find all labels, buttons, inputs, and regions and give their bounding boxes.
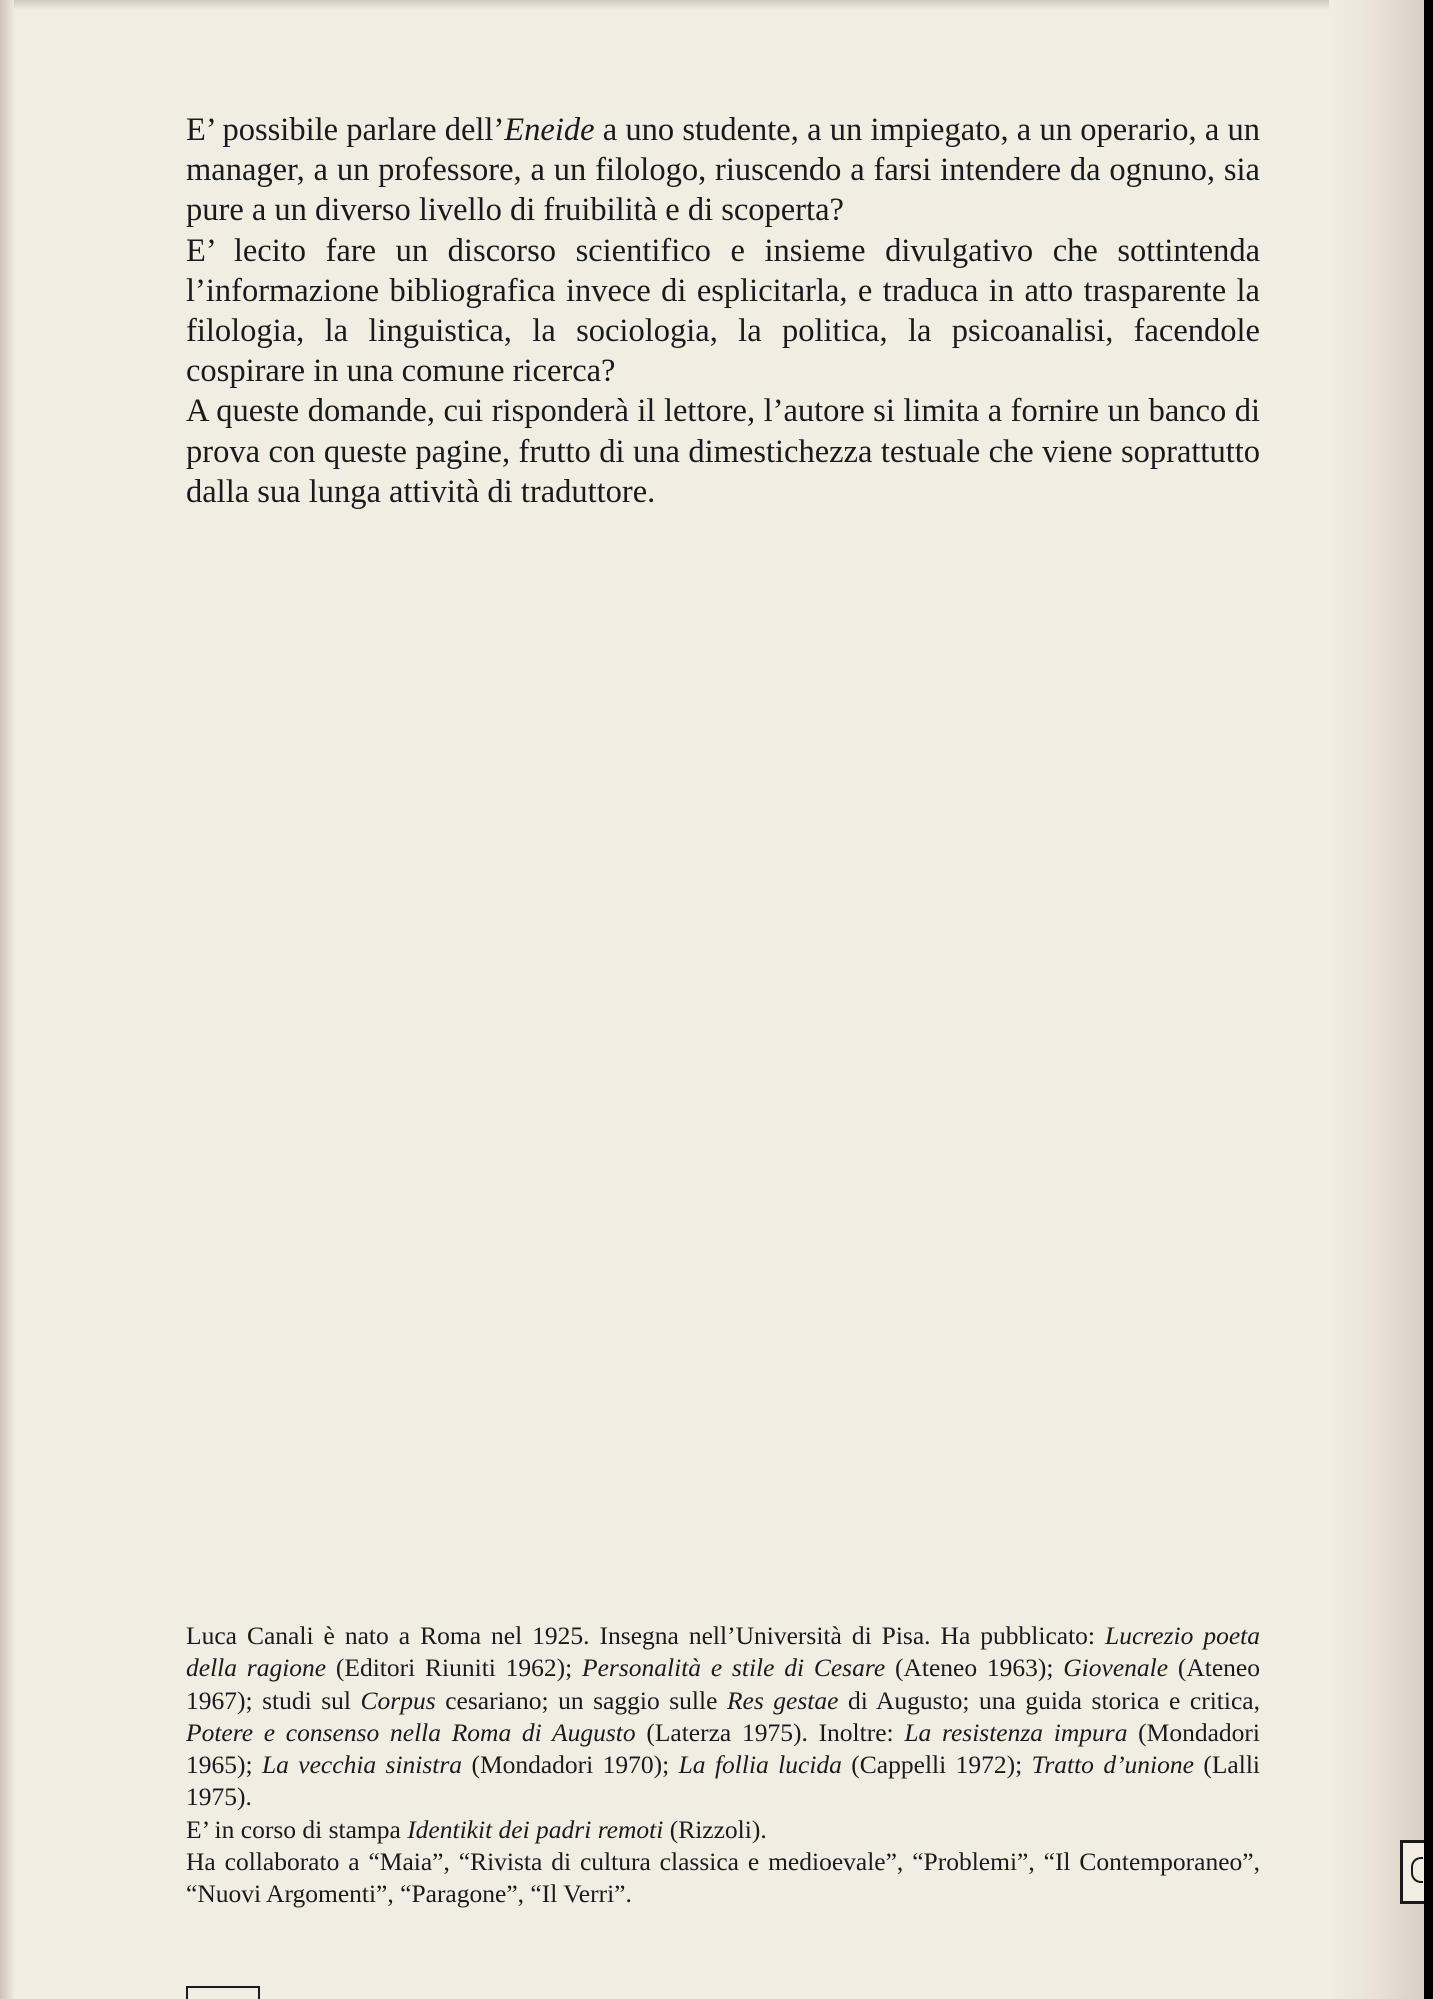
bio-paragraph-2: E’ in corso di stampa Identikit dei padri remoti (Rizzoli). bbox=[186, 1814, 767, 1844]
work-title: Personalità e stile di Cesare bbox=[582, 1653, 886, 1683]
work-title: Giovenale bbox=[1063, 1653, 1169, 1683]
work-title: Tratto d’unione bbox=[1031, 1750, 1194, 1780]
blurb-paragraph-1: E’ possibile parlare dell’Eneide a uno studente, a un impiegato, a un operario, a un manager, a un professore, a un filologo, riuscendo a farsi intendere da ognuno, sia pure a un diverso livello di fruibilità e di scoperta? bbox=[186, 112, 1260, 229]
work-title: Res gestae bbox=[726, 1685, 839, 1715]
right-edge-shadow bbox=[1329, 0, 1424, 1999]
top-edge-shadow bbox=[0, 0, 1424, 10]
work-title: Potere e consenso nella Roma di Augusto bbox=[186, 1717, 636, 1747]
spine-marker-glyph bbox=[1411, 1857, 1423, 1883]
barcode-box-edge bbox=[186, 1986, 260, 1999]
blurb-paragraph-2: E’ lecito fare un discorso scientifico e insieme divulgativo che sottintenda l’informazione bibliografica invece di esplicitarla, e traduca in atto trasparente la filologia, la linguistica, la sociologia, la politica, la psicoanalisi, facendole cospirare in una comune ricerca? bbox=[186, 232, 1260, 390]
blurb-text bbox=[186, 110, 1260, 512]
left-edge-shadow bbox=[0, 0, 14, 1999]
work-title: Lucrezio poeta della ragione bbox=[186, 1621, 1260, 1683]
work-title: La follia lucida bbox=[678, 1750, 842, 1780]
work-title: La resistenza impura bbox=[904, 1717, 1128, 1747]
bio-paragraph-1: Luca Canali è nato a Roma nel 1925. Insegna nell’Università di Pisa. Ha pubblicato: Lucrezio poeta della ragione (Editori Riuniti 1962); Personalità e stile di Cesare (Ateneo 1963); Giovenale (Ateneo 1967); studi sul Corpus cesariano; un saggio sulle Res gestae di Augusto; una guida storica e critica, Potere e consenso nella Roma di Augusto (Laterza 1975). Inoltre: La resistenza impura (Mondadori 1965); La vecchia sinistra (Mondadori 1970); La follia lucida (Cappelli 1972); Tratto d’unione (Lalli 1975). bbox=[186, 1621, 1260, 1812]
work-title: La vecchia sinistra bbox=[261, 1750, 463, 1780]
spine-marker bbox=[1400, 1840, 1424, 1904]
work-title: Eneide bbox=[504, 112, 595, 148]
blurb-paragraph-3: A queste domande, cui risponderà il lettore, l’autore si limita a fornire un banco di prova con queste pagine, frutto di una dimestichezza testuale che viene soprattutto dalla sua lunga attività di traduttore. bbox=[186, 393, 1260, 510]
author-bio bbox=[186, 1620, 1260, 1911]
work-title: Corpus bbox=[360, 1685, 436, 1715]
bio-paragraph-3: Ha collaborato a “Maia”, “Rivista di cultura classica e medioevale”, “Problemi”, “Il Contemporaneo”, “Nuovi Argomenti”, “Paragone”, “Il Verri”. bbox=[186, 1847, 1260, 1909]
work-title: Identikit dei padri remoti bbox=[407, 1814, 664, 1844]
